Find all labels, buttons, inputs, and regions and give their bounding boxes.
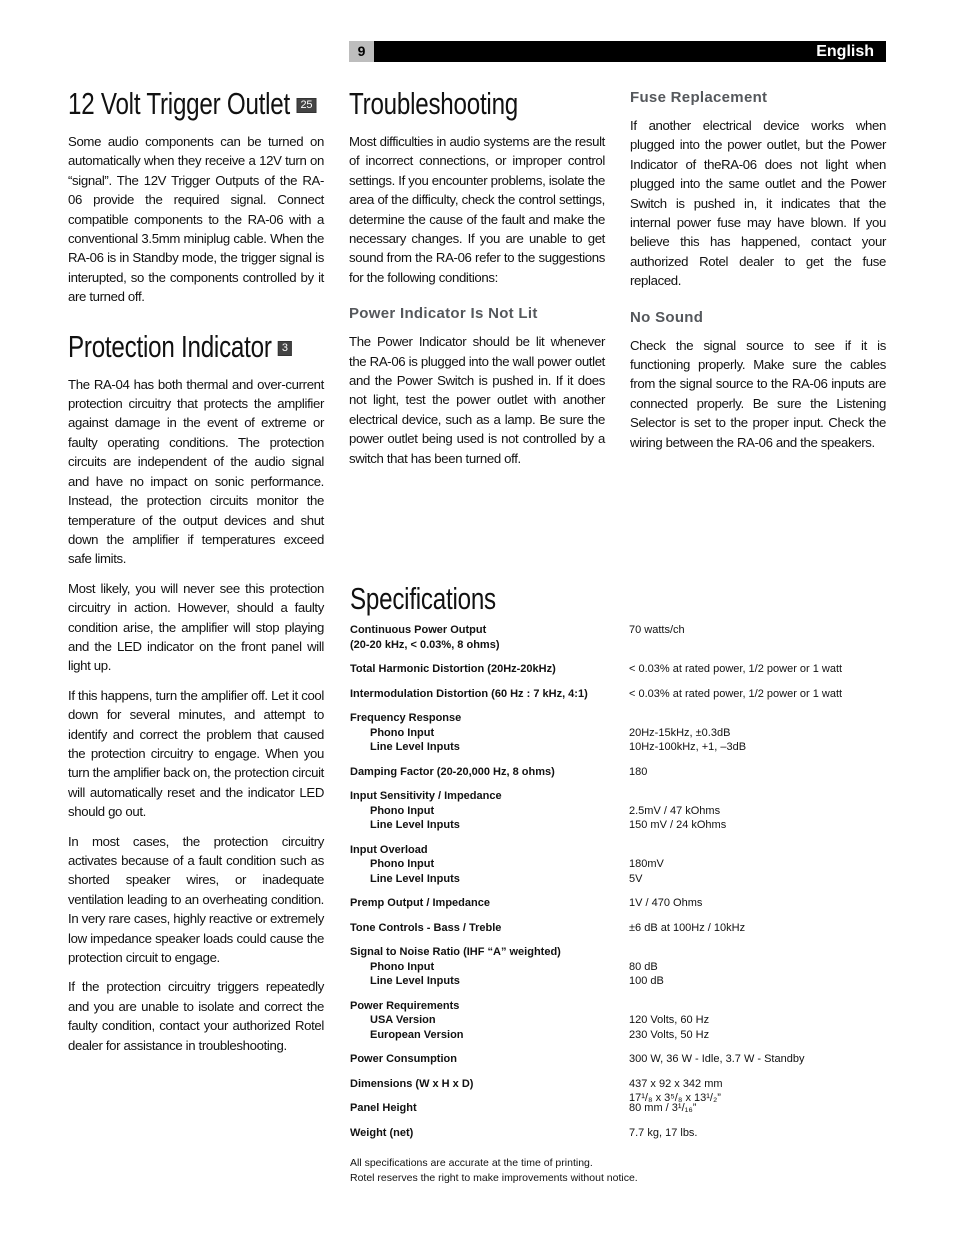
spec-row (350, 687, 890, 702)
spec-label (350, 711, 630, 755)
spec-label-main: Total Harmonic Distortion (20Hz-20kHz) (350, 663, 556, 675)
spec-value: 17¹/₈ x 3⁵/₈ x 13¹/₂” (629, 1092, 721, 1104)
spec-label-sub: European Version (370, 1028, 464, 1041)
spec-label-main: Dimensions (W x H x D) (350, 1077, 474, 1090)
spec-values (629, 662, 842, 677)
troubleshooting-intro: Most difficulties in audio systems are the result of incorrect connections, or improper control settings. If you encounter problems, isolate the area of the difficulty, check the control settings, determine the cause of the fault and make the necessary changes. If you are unable to get sound from the RA-06 refer to the suggestions for the following conditions: (349, 134, 605, 285)
spec-label (350, 1101, 630, 1116)
spec-value: 437 x 92 x 342 mm (629, 1077, 723, 1090)
spec-label-sub: Line Level Inputs (370, 872, 460, 885)
spec-values (629, 1126, 698, 1141)
specs-heading-wrap (350, 581, 537, 617)
protection-para-3: If this happens, turn the amplifier off. Let it cool down for several minutes, and attempt to identify and correct the problem that caused the protection circuitry to engage. When you turn the amplifier back on, the protection circuit will automatically reset and the indicator LED should go out. (68, 687, 324, 820)
header-bar (349, 41, 886, 62)
protection-tag: 3 (278, 341, 292, 356)
spec-label-main: Intermodulation Distortion (60 Hz : 7 kHz, 4:1) (350, 687, 588, 700)
spec-label (350, 662, 630, 677)
spec-label-main: Frequency Response (350, 712, 462, 724)
trigger-body: Some audio components can be turned on automatically when they receive a 12V turn on “signal”. The 12V Trigger Outputs of the RA-06 provide the required signal. Connect compatible components to the RA-06 with a conventional 3.5mm miniplug cable. When the RA-06 is in Standby mode, the trigger signal is interupted, so the components controlled by it are turned off. (68, 134, 324, 305)
spec-row (350, 945, 890, 989)
spec-row (350, 765, 890, 780)
spec-row (350, 843, 890, 887)
spec-label-sub: (20-20 kHz, < 0.03%, 8 ohms) (350, 638, 500, 651)
spec-value (629, 711, 746, 726)
spec-value: 7.7 kg, 17 lbs. (629, 1126, 698, 1139)
spec-value: 230 Volts, 50 Hz (629, 1028, 710, 1041)
spec-label-main: Input Overload (350, 843, 428, 856)
spec-values (629, 1101, 696, 1116)
spec-label (350, 896, 630, 911)
spec-value: 150 mV / 24 kOhms (629, 819, 727, 831)
spec-row (350, 623, 890, 652)
spec-values (629, 623, 685, 638)
spec-value: 70 watts/ch (629, 624, 685, 636)
spec-values (629, 896, 702, 911)
spec-row (350, 999, 890, 1043)
no-sound-heading: No Sound (630, 308, 704, 326)
spec-label-sub: USA Version (370, 1014, 436, 1026)
spec-label (350, 1052, 630, 1067)
spec-row (350, 1101, 890, 1116)
spec-label (350, 999, 630, 1043)
protection-para-4: In most cases, the protection circuitry activates because of a fault condition such as shorted speaker wires, or inadequate ventilation leading to an overheating condition. In very rare cases, highly reactive or extremely low impedance speaker loads could cause the protection circuit to engage. (68, 833, 324, 966)
spec-values (629, 843, 664, 887)
spec-row (350, 1077, 890, 1104)
spec-label (350, 945, 630, 989)
spec-value: 20Hz-15kHz, ±0.3dB (629, 726, 731, 739)
specs-footnote (350, 1156, 638, 1186)
spec-row (350, 921, 890, 936)
spec-values (629, 687, 842, 702)
spec-values (629, 921, 745, 936)
language-label: English (816, 43, 874, 60)
spec-value (629, 999, 709, 1014)
spec-values (629, 711, 746, 755)
protection-para-2: Most likely, you will never see this protection circuitry in action. However, should a faulty condition arise, the amplifier will stop playing and the LED indicator on the front panel will light up. (68, 580, 324, 674)
footnote-line-2: Rotel reserves the right to make improvements without notice. (350, 1172, 638, 1184)
spec-value: < 0.03% at rated power, 1/2 power or 1 watt (629, 663, 843, 675)
spec-label (350, 843, 630, 887)
spec-value (629, 789, 726, 804)
spec-label-sub: Phono Input (370, 858, 435, 870)
spec-label-sub: Line Level Inputs (370, 741, 460, 753)
power-indicator-heading: Power Indicator Is Not Lit (349, 305, 538, 323)
specs-title: Specifications (350, 581, 496, 616)
protection-title-text: Protection Indicator (68, 328, 272, 364)
fuse-heading: Fuse Replacement (630, 89, 768, 106)
power-indicator-body: The Power Indicator should be lit whenever the RA-06 is plugged into the wall power outlet and the Power Switch is pushed in. If it does not light, test the power outlet with another electrical device, such as a lamp. Be sure the power outlet being used is not controlled by a switch that has been turned off. (349, 334, 605, 466)
spec-value: 10Hz-100kHz, +1, –3dB (629, 741, 747, 753)
spec-label (350, 789, 630, 833)
spec-label (350, 921, 630, 936)
spec-value: 300 W, 36 W - Idle, 3.7 W - Standby (629, 1053, 805, 1065)
spec-values (629, 1052, 804, 1067)
footnote-line-1: All specifications are accurate at the time of printing. (350, 1157, 593, 1169)
spec-label (350, 1077, 630, 1092)
middle-column (349, 86, 605, 468)
spec-value: 2.5mV / 47 kOhms (629, 804, 721, 817)
spec-label-sub: Phono Input (370, 960, 435, 973)
spec-value: 80 mm / 3¹/₁₆” (629, 1102, 697, 1114)
spec-row (350, 1052, 890, 1067)
spec-label-main: Weight (net) (350, 1126, 414, 1139)
spec-label-main: Power Requirements (350, 999, 460, 1012)
spec-value: 1V / 470 Ohms (629, 897, 703, 909)
spec-value: 180mV (629, 858, 664, 870)
spec-row (350, 789, 890, 833)
spec-label-sub: Phono Input (370, 804, 435, 817)
spec-label-main: Tone Controls - Bass / Treble (350, 921, 502, 934)
spec-value (629, 945, 664, 960)
specs-table (350, 623, 890, 1150)
protection-para-1: The RA-04 has both thermal and over-current protection circuitry that protects the amplifier against damage in the event of extreme or faulty operating conditions. The protection circuits are independent of the audio signal and have no impact on sonic performance. Instead, the protection circuits monitor the temperature of the output devices and shut down the amplifier if temperatures exceed safe limits. (68, 376, 324, 567)
spec-value: 180 (629, 765, 648, 778)
trigger-title (68, 86, 312, 122)
spec-values (629, 999, 709, 1043)
spec-label-main: Signal to Noise Ratio (IHF “A” weighted) (350, 946, 561, 958)
spec-label (350, 765, 630, 780)
spec-label-sub: Line Level Inputs (370, 819, 460, 831)
page-number: 9 (349, 41, 374, 62)
spec-value: 120 Volts, 60 Hz (629, 1014, 710, 1026)
spec-label-sub: Phono Input (370, 726, 435, 739)
spec-value: < 0.03% at rated power, 1/2 power or 1 watt (629, 687, 843, 700)
spec-values (629, 765, 647, 780)
fuse-body: If another electrical device works when plugged into the power outlet, but the Power Indicator of theRA-06 does not light when plugged into the same outlet and the Power Switch is pushed in, it indicates that the internal power fuse may have blown. If you believe this has happened, contact your authorized Rotel dealer to get the fuse replaced. (630, 118, 886, 289)
spec-label-main: Damping Factor (20-20,000 Hz, 8 ohms) (350, 765, 555, 778)
spec-label-main: Premp Output / Impedance (350, 897, 490, 909)
spec-label (350, 1126, 630, 1141)
left-column (68, 86, 324, 1055)
spec-label-main: Panel Height (350, 1102, 417, 1114)
spec-row (350, 662, 890, 677)
spec-value: 80 dB (629, 960, 658, 973)
trigger-title-text: 12 Volt Trigger Outlet (68, 86, 291, 121)
protection-title (68, 328, 288, 365)
spec-label-main: Power Consumption (350, 1053, 457, 1065)
spec-label (350, 623, 630, 652)
spec-label-main: Continuous Power Output (350, 624, 487, 636)
spec-values (629, 945, 664, 989)
protection-para-5: If the protection circuitry triggers repeatedly and you are unable to isolate and correct the faulty condition, contact your authorized Rotel dealer for assistance in troubleshooting. (68, 979, 324, 1053)
trigger-tag: 25 (296, 98, 316, 113)
spec-value: 100 dB (629, 975, 664, 987)
spec-value: 5V (629, 872, 643, 885)
spec-row (350, 896, 890, 911)
spec-label-main: Input Sensitivity / Impedance (350, 790, 502, 802)
right-column (630, 89, 886, 452)
no-sound-body: Check the signal source to see if it is functioning properly. Make sure the cables from the signal source to the RA-06 inputs are connected properly. Be sure the Listening Selector is set to the proper input. Check the wiring between the RA-06 and the speakers. (630, 337, 886, 450)
spec-row (350, 1126, 890, 1141)
spec-value (629, 843, 664, 858)
troubleshooting-title: Troubleshooting (349, 86, 519, 121)
spec-values (629, 789, 726, 833)
spec-row (350, 711, 890, 755)
spec-value: ±6 dB at 100Hz / 10kHz (629, 921, 746, 934)
spec-label-sub: Line Level Inputs (370, 975, 460, 987)
spec-label (350, 687, 630, 702)
